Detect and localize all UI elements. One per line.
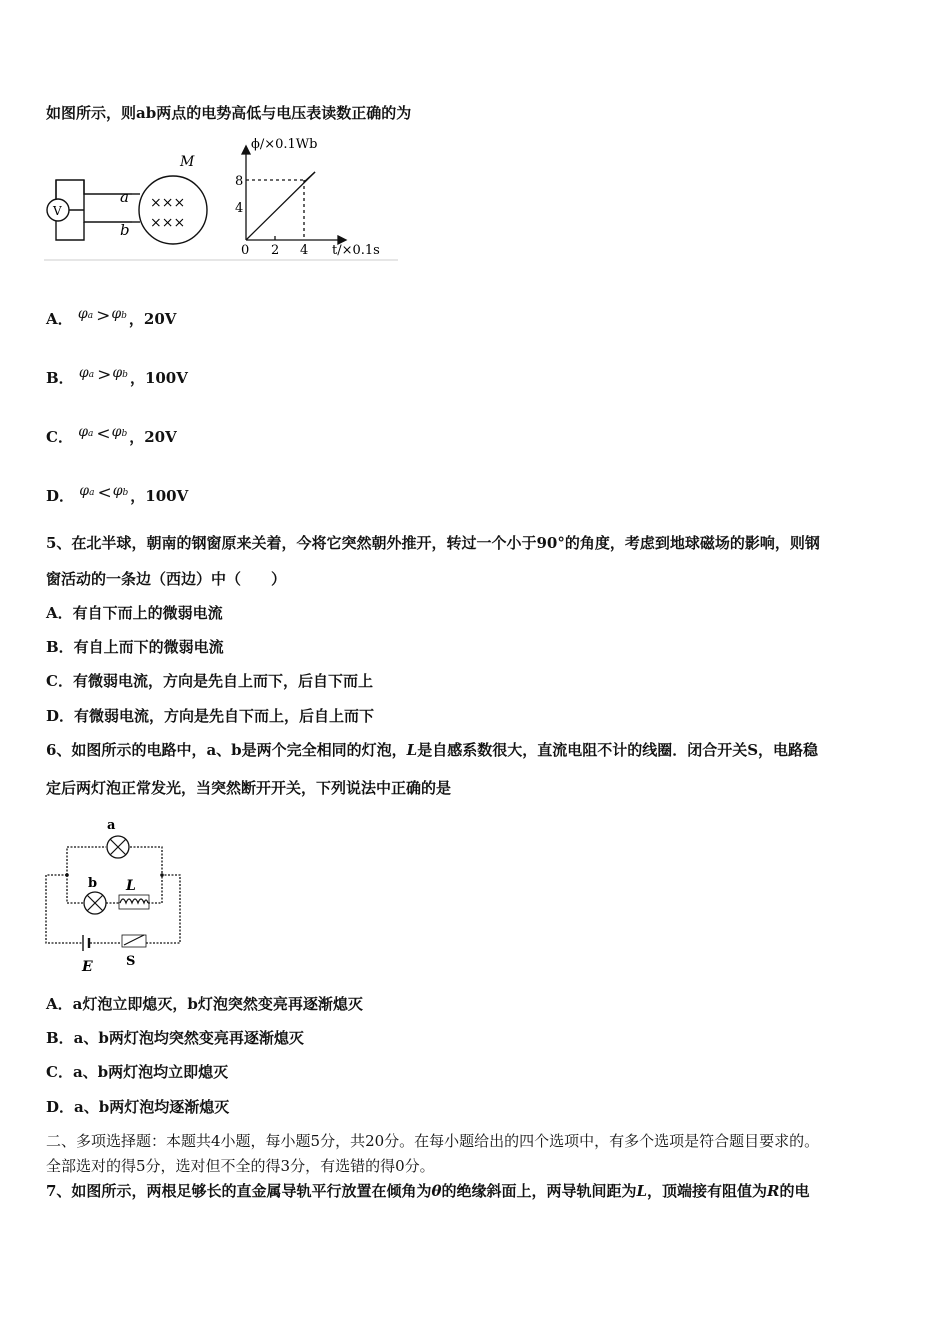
q4-option-d[interactable]: D． $\varphi^a <\varphi^b$ ，100V	[46, 483, 189, 505]
q4-option-b[interactable]: B． $\varphi^a >\varphi^b$ ，100V	[46, 365, 188, 387]
q5-option-b[interactable]: B．有自上而下的微弱电流	[46, 638, 224, 656]
q4-figure	[40, 132, 410, 264]
q5-option-c[interactable]: C．有微弱电流，方向是先自上而下，后自下而上	[46, 672, 373, 690]
q5-option-a[interactable]: A．有自下而上的微弱电流	[46, 604, 223, 622]
q4-option-a[interactable]: A． $\varphi^a >\varphi^b$ ，20V	[46, 306, 177, 328]
section2-heading-line1: 二、多项选择题：本题共4小题，每小题5分，共20分。在每小题给出的四个选项中，有多个选项是符合题目要求的。	[46, 1132, 820, 1150]
q5-stem-line2: 窗活动的一条边（西边）中（ ）	[46, 570, 287, 588]
q6-option-c[interactable]: C．a、b两灯泡均立即熄灭	[46, 1063, 229, 1081]
q4-stem: 如图所示，则ab两点的电势高低与电压表读数正确的为	[46, 104, 412, 122]
option-letter: A．	[46, 310, 73, 328]
q6-option-a[interactable]: A．a灯泡立即熄灭，b灯泡突然变亮再逐渐熄灭	[46, 995, 363, 1013]
voltmeter-label: V	[53, 204, 62, 218]
battery-icon	[83, 935, 89, 951]
y-axis-label: ϕ/×0.1Wb	[251, 137, 318, 152]
lamp-b-label: b	[88, 876, 98, 891]
point-a-label: a	[120, 188, 129, 206]
battery-label: E	[82, 959, 93, 975]
flux-graph	[242, 146, 346, 244]
x-tick-2: 2	[271, 243, 280, 258]
field-marks-row1: ×××	[150, 195, 186, 211]
q4-option-c[interactable]: C． $\varphi^a <\varphi^b$ ，20V	[46, 424, 177, 446]
switch-icon	[122, 935, 146, 947]
point-b-label: b	[120, 221, 130, 239]
q7-stem: 7、如图所示，两根足够长的直金属导轨平行放置在倾角为θ的绝缘斜面上，两导轨间距为L，顶端接有阻值为R的电	[46, 1182, 810, 1200]
y-tick-8: 8	[235, 174, 244, 189]
q6-circuit-figure	[40, 815, 190, 977]
q5-stem-line1: 5、在北半球，朝南的钢窗原来关着，今将它突然朝外推开，转过一个小于90°的角度，考虑到地球磁场的影响，则钢	[46, 534, 820, 552]
option-letter: C．	[46, 428, 73, 446]
x-tick-4: 4	[300, 243, 309, 258]
q6-option-d[interactable]: D．a、b两灯泡均逐渐熄灭	[46, 1098, 230, 1116]
q5-option-d[interactable]: D．有微弱电流，方向是先自下而上，后自上而下	[46, 707, 375, 725]
q6-stem-line2: 定后两灯泡正常发光，当突然断开开关，下列说法中正确的是	[46, 779, 452, 797]
lamp-a-label: a	[107, 818, 116, 833]
switch-label: S	[126, 954, 136, 969]
y-tick-4: 4	[235, 201, 244, 216]
x-axis-label: t/×0.1s	[332, 243, 380, 258]
option-letter: D．	[46, 487, 75, 505]
option-letter: B．	[46, 369, 74, 387]
q6-option-b[interactable]: B．a、b两灯泡均突然变亮再逐渐熄灭	[46, 1029, 304, 1047]
field-marks-row2: ×××	[150, 215, 186, 231]
q6-stem-line1: 6、如图所示的电路中，a、b是两个完全相同的灯泡，L是自感系数很大，直流电阻不计的线圈．闭合开关S，电路稳	[46, 741, 819, 759]
region-m-label: M	[180, 154, 195, 170]
coil-icon	[119, 895, 149, 909]
section2-heading-line2: 全部选对的得5分，选对但不全的得3分，有选错的得0分。	[46, 1157, 435, 1175]
x-tick-0: 0	[241, 243, 250, 258]
coil-label: L	[126, 878, 136, 894]
